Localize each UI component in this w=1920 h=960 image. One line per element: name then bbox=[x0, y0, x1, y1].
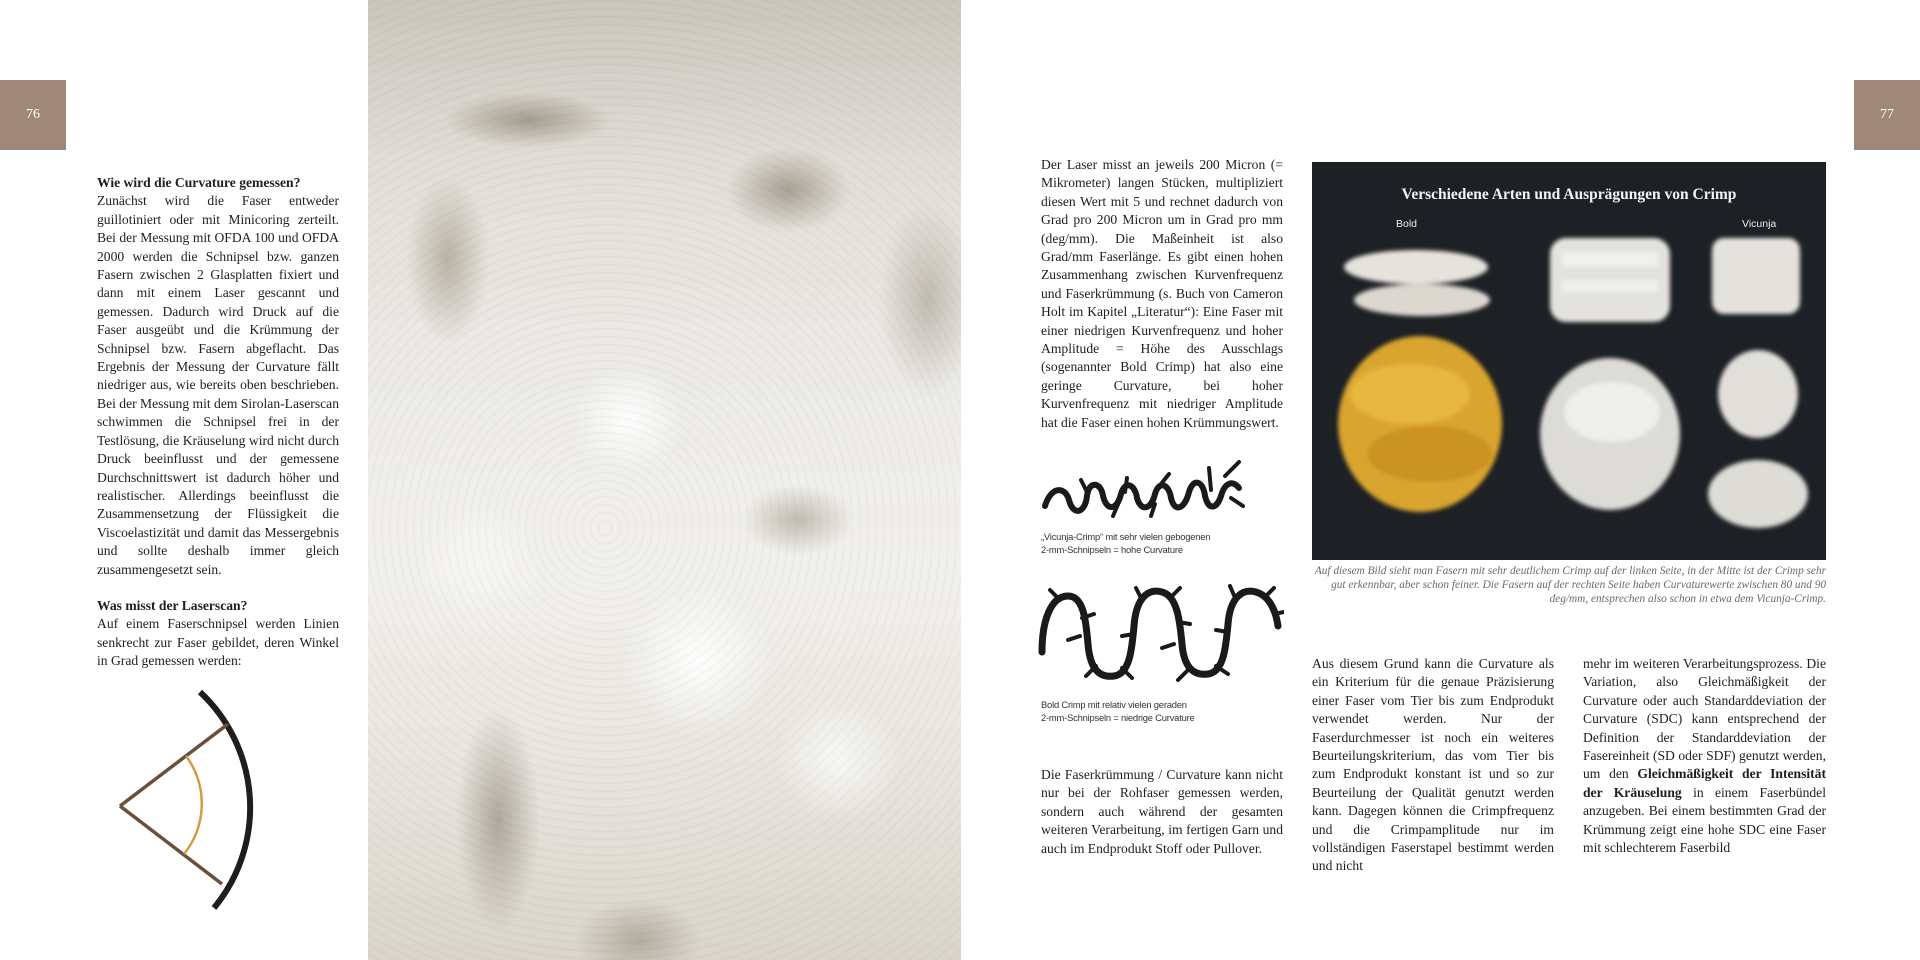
angle-line-upper bbox=[120, 724, 228, 806]
vicunja-caption-line2: 2-mm-Schnipseln = hohe Curvature bbox=[1041, 544, 1183, 555]
column3-text-b: in einem Faserbündel anzugeben. Bei einem bestimmten Grad der Krümmung zeigt eine hohe SDC eine Faser mit schlechterem Faserbild bbox=[1583, 784, 1826, 856]
page-number-right bbox=[1854, 80, 1920, 150]
vicunja-caption-line1: „Vicunja-Crimp“ mit sehr vielen gebogenen bbox=[1041, 531, 1211, 542]
bold-crimp-figure bbox=[1038, 578, 1284, 690]
crimp-label-bold: Bold bbox=[1396, 218, 1418, 230]
crimp-photo-title: Verschiedene Arten und Ausprägungen von Crimp bbox=[1401, 186, 1737, 203]
column2-paragraph: Aus diesem Grund kann die Curvature als ein Kriterium für die genaue Präzisierung einer Faser vom Tier bis zum Endprodukt verwendet werden. Nur der Faserdurchmesser ist noch ein weiteres Beurteilungskriterium, das vom Tier bis zum Endprodukt konstant ist und so zur Beurteilung der Qualität genutzt werden kann. Dagegen können die Crimpfrequenz und die Crimpamplitude nur im vollständigen Faserstapel bestimmt werden und nicht bbox=[1312, 656, 1554, 874]
middle-sample-bottom bbox=[1540, 358, 1680, 510]
fleece-photo bbox=[368, 0, 961, 960]
bold-caption-line2: 2-mm-Schnipseln = niedrige Curvature bbox=[1041, 712, 1195, 723]
bold-sample-golden bbox=[1338, 336, 1502, 512]
right-column-2 bbox=[1312, 655, 1554, 876]
intro-paragraph: Der Laser misst an jeweils 200 Micron (= Mikrometer) langen Stücken, multipliziert diesen Wert mit 5 und rechnet dadurch von Grad pro 200 Micron um in Grad pro mm (deg/mm). Die Maßeinheit ist also Grad/mm Faserlänge. Es gibt einen hohen Zusammenhang zwischen Kurvenfrequenz und Faserkrümmung (s. Buch von Cameron Holt im Kapitel „Literatur“): Eine Faser mit einer niedrigen Kurvenfrequenz und hoher Amplitude = Höhe des Ausschlags (sogenannter Bold Crimp) hat also eine geringe Curvature, bei hoher Kurvenfrequenz mit niedriger Amplitude hat die Faser einen hohen Krümmungswert. bbox=[1041, 157, 1283, 430]
column3-text-a: mehr im weiteren Verarbeitungsprozess. Die Variation, also Gleichmäßigkeit der Curvature oder auch Standarddeviation der Curvature (SDC) kann entsprechend der Definition der Standarddeviation der Fasereinheit (SD oder SDF) genutzt werden, um den bbox=[1583, 656, 1826, 782]
crimp-samples bbox=[1312, 162, 1826, 560]
vicunja-sample-middle bbox=[1718, 350, 1798, 438]
page-number-left-text: 76 bbox=[26, 107, 40, 122]
crimp-photo bbox=[1312, 162, 1826, 560]
column3-bold-phrase: Gleichmäßigkeit der Intensität der Kräuselung bbox=[1583, 766, 1826, 800]
crimp-label-vicunja: Vicunja bbox=[1742, 218, 1777, 230]
right-lower-left-text bbox=[1041, 766, 1283, 858]
right-intro-text bbox=[1041, 156, 1283, 432]
crimp-photo-caption: Auf diesem Bild sieht man Fasern mit sehr deutlichem Crimp auf der linken Seite, in der Mitte ist der Crimp sehr gut erkennbar, aber schon feiner. Die Fasern auf der rechten Seite haben Curvaturewerte zwischen 80 und 90 deg/mm, entsprechen also schon in etwa dem Vicunja-Crimp. bbox=[1314, 565, 1826, 605]
column3-paragraph bbox=[1583, 655, 1826, 857]
vicunja-crimp-figure bbox=[1041, 458, 1251, 524]
page-number-right-text: 77 bbox=[1880, 107, 1894, 122]
bold-sample-top bbox=[1344, 250, 1490, 316]
angle-measurement-diagram bbox=[110, 688, 270, 914]
page-number-left bbox=[0, 80, 66, 150]
right-column-3 bbox=[1583, 655, 1826, 857]
angle-arc bbox=[184, 756, 202, 854]
bold-crimp-line bbox=[1042, 591, 1278, 676]
section-heading-laserscan: Was misst der Laserscan? bbox=[97, 597, 248, 613]
section-body-laserscan: Auf einem Faserschnipsel werden Linien senkrecht zur Faser gebildet, deren Winkel in Grad gemessen werden: bbox=[97, 616, 339, 669]
bold-caption-line1: Bold Crimp mit relativ vielen geraden bbox=[1041, 699, 1187, 710]
bold-crimp-caption bbox=[1041, 698, 1271, 724]
lower-left-paragraph: Die Faserkrümmung / Curvature kann nicht nur bei der Rohfaser gemessen werden, sondern auch während der gesamten weiteren Verarbeitung, im fertigen Garn und auch im Endprodukt Stoff oder Pullover. bbox=[1041, 767, 1283, 856]
angle-line-lower bbox=[120, 806, 222, 884]
middle-sample-top bbox=[1550, 238, 1670, 322]
vicunja-crimp-segments bbox=[1081, 462, 1243, 516]
vicunja-crimp-caption bbox=[1041, 530, 1271, 556]
section-body-curvature: Zunächst wird die Faser entweder guillotiniert oder mit Minicoring zerteilt. Bei der Messung mit OFDA 100 und OFDA 2000 werden die Schnipsel bzw. ganzen Fasern zwischen 2 Glasplatten fixiert und dann mit einem Laser gescannt und gemessen. Dadurch wird Druck auf die Faser ausgeübt und die Krümmung der Schnipsel bzw. Fasern abgeflacht. Das Ergebnis der Messung der Curvature fällt niedriger aus, wie bereits oben beschrieben. Bei der Messung mit dem Sirolan-Laserscan schwimmen die Schnipsel frei in der Testlösung, die Kräuselung wird nicht durch Druck beeinflusst und der gemessene Durchschnittswert ist dadurch höher und realistischer. Allerdings beeinflusst die Zusammensetzung der Flüssigkeit die Viscoelastizität und damit das Messergebnis und sollte deshalb immer gleich zusammengesetzt sein. bbox=[97, 193, 339, 577]
vicunja-sample-top bbox=[1712, 238, 1800, 314]
vicunja-sample-bottom bbox=[1708, 460, 1808, 528]
section-heading-curvature: Wie wird die Curvature gemessen? bbox=[97, 175, 301, 190]
left-text-column bbox=[97, 174, 339, 671]
